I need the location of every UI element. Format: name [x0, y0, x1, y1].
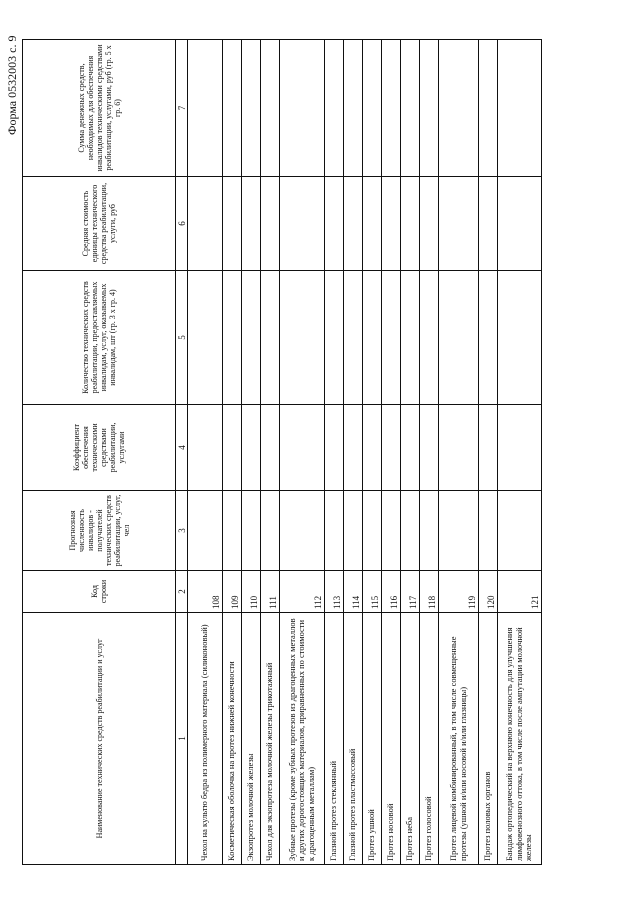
row-name: Протез голосовой — [420, 613, 439, 865]
empty-cell-col6[interactable] — [401, 177, 420, 271]
row-code: 110 — [242, 571, 261, 613]
empty-cell-col6[interactable] — [439, 177, 479, 271]
empty-cell-col4[interactable] — [280, 405, 325, 491]
empty-cell-col7[interactable] — [479, 40, 498, 177]
empty-cell-col7[interactable] — [223, 40, 242, 177]
empty-cell-col5[interactable] — [479, 271, 498, 405]
row-name: Протез ушной — [363, 613, 382, 865]
empty-cell-col7[interactable] — [401, 40, 420, 177]
row-code: 118 — [420, 571, 439, 613]
table-row — [498, 40, 542, 865]
row-code: 109 — [223, 571, 242, 613]
empty-cell-col4[interactable] — [261, 405, 280, 491]
empty-cell-col5[interactable] — [280, 271, 325, 405]
empty-cell-col5[interactable] — [261, 271, 280, 405]
row-name: Чехол для экзопротеза молочной железы трикотажный — [261, 613, 280, 865]
row-name: Экзопротез молочной железы — [242, 613, 261, 865]
empty-cell-col3[interactable] — [188, 491, 223, 571]
empty-cell-col5[interactable] — [439, 271, 479, 405]
row-code: 113 — [325, 571, 344, 613]
row-name: Протез лицевой комбинированный, в том числе совмещенные протезы (ушной и/или носовой и/или глазницы) — [439, 613, 479, 865]
row-name: Глазной протез стеклянный — [325, 613, 344, 865]
empty-cell-col7[interactable] — [498, 40, 542, 177]
row-code: 108 — [188, 571, 223, 613]
row-code: 120 — [479, 571, 498, 613]
table-row — [280, 40, 325, 865]
empty-cell-col7[interactable] — [363, 40, 382, 177]
empty-cell-col7[interactable] — [280, 40, 325, 177]
table-row — [344, 40, 363, 865]
empty-cell-col6[interactable] — [325, 177, 344, 271]
table-row — [363, 40, 382, 865]
empty-cell-col3[interactable] — [382, 491, 401, 571]
empty-cell-col6[interactable] — [420, 177, 439, 271]
row-name: Протез неба — [401, 613, 420, 865]
empty-cell-col6[interactable] — [223, 177, 242, 271]
header-name: Наименование технических средств реабилитации и услуг — [23, 613, 176, 865]
table-row — [223, 40, 242, 865]
empty-cell-col5[interactable] — [223, 271, 242, 405]
empty-cell-col4[interactable] — [363, 405, 382, 491]
empty-cell-col3[interactable] — [261, 491, 280, 571]
empty-cell-col3[interactable] — [401, 491, 420, 571]
header-col3: Прогнозная численность инвалидов - получателей технических средств реабилитации, услуг, чел — [23, 491, 176, 571]
empty-cell-col3[interactable] — [280, 491, 325, 571]
row-code: 117 — [401, 571, 420, 613]
empty-cell-col5[interactable] — [188, 271, 223, 405]
header-col4: Коэффициент обеспечения техническими средствами реабилитации, услугами — [23, 405, 176, 491]
table-row — [401, 40, 420, 865]
table-row — [325, 40, 344, 865]
empty-cell-col4[interactable] — [325, 405, 344, 491]
empty-cell-col4[interactable] — [382, 405, 401, 491]
empty-cell-col7[interactable] — [420, 40, 439, 177]
empty-cell-col3[interactable] — [363, 491, 382, 571]
empty-cell-col6[interactable] — [188, 177, 223, 271]
table-row — [439, 40, 479, 865]
empty-cell-col6[interactable] — [280, 177, 325, 271]
empty-cell-col3[interactable] — [344, 491, 363, 571]
table-row — [382, 40, 401, 865]
row-name: Протез половых органов — [479, 613, 498, 865]
empty-cell-col3[interactable] — [223, 491, 242, 571]
empty-cell-col3[interactable] — [498, 491, 542, 571]
row-code: 114 — [344, 571, 363, 613]
empty-cell-col7[interactable] — [439, 40, 479, 177]
empty-cell-col7[interactable] — [325, 40, 344, 177]
column-number: 1 — [176, 613, 188, 865]
empty-cell-col4[interactable] — [242, 405, 261, 491]
rehab-means-table — [22, 39, 542, 865]
empty-cell-col6[interactable] — [479, 177, 498, 271]
header-code: Код строки — [23, 571, 176, 613]
row-code: 111 — [261, 571, 280, 613]
row-code: 121 — [498, 571, 542, 613]
empty-cell-col3[interactable] — [325, 491, 344, 571]
empty-cell-col7[interactable] — [242, 40, 261, 177]
column-number: 5 — [176, 271, 188, 405]
column-number: 6 — [176, 177, 188, 271]
column-number: 7 — [176, 40, 188, 177]
empty-cell-col6[interactable] — [363, 177, 382, 271]
empty-cell-col3[interactable] — [439, 491, 479, 571]
header-col7: Сумма денежных средств, необходимых для обеспечения инвалидов техническими средствами реабилитации, услугами, руб (гр. 5 x гр. 6) — [23, 40, 176, 177]
empty-cell-col4[interactable] — [223, 405, 242, 491]
empty-cell-col7[interactable] — [382, 40, 401, 177]
empty-cell-col5[interactable] — [344, 271, 363, 405]
empty-cell-col5[interactable] — [498, 271, 542, 405]
empty-cell-col6[interactable] — [242, 177, 261, 271]
empty-cell-col6[interactable] — [344, 177, 363, 271]
empty-cell-col6[interactable] — [261, 177, 280, 271]
table-row — [420, 40, 439, 865]
table-row — [188, 40, 223, 865]
empty-cell-col5[interactable] — [420, 271, 439, 405]
row-code: 119 — [439, 571, 479, 613]
header-col5: Количество технических средств реабилитации, предоставляемых инвалидам, услуг, оказываемых инвалидам, шт (гр. 3 x гр. 4) — [23, 271, 176, 405]
row-code: 112 — [280, 571, 325, 613]
row-code: 116 — [382, 571, 401, 613]
empty-cell-col4[interactable] — [498, 405, 542, 491]
header-col6: Средняя стоимость единицы технического средства реабилитации, услуги, руб — [23, 177, 176, 271]
empty-cell-col3[interactable] — [479, 491, 498, 571]
table-row — [479, 40, 498, 865]
form-label: Форма 0532003 с. 9 — [5, 35, 19, 135]
empty-cell-col7[interactable] — [344, 40, 363, 177]
row-name: Глазной протез пластмассовый — [344, 613, 363, 865]
empty-cell-col4[interactable] — [439, 405, 479, 491]
header-row — [23, 40, 176, 865]
empty-cell-col3[interactable] — [420, 491, 439, 571]
empty-cell-col7[interactable] — [188, 40, 223, 177]
empty-cell-col7[interactable] — [261, 40, 280, 177]
column-number: 2 — [176, 571, 188, 613]
row-name: Чехол на культю бедра из полимерного материала (силиконовый) — [188, 613, 223, 865]
column-number: 3 — [176, 491, 188, 571]
empty-cell-col6[interactable] — [382, 177, 401, 271]
empty-cell-col5[interactable] — [401, 271, 420, 405]
empty-cell-col3[interactable] — [242, 491, 261, 571]
column-number-row — [176, 40, 188, 865]
table-body — [188, 40, 542, 865]
empty-cell-col4[interactable] — [188, 405, 223, 491]
empty-cell-col4[interactable] — [420, 405, 439, 491]
empty-cell-col5[interactable] — [325, 271, 344, 405]
empty-cell-col6[interactable] — [498, 177, 542, 271]
table-row — [261, 40, 280, 865]
empty-cell-col4[interactable] — [344, 405, 363, 491]
empty-cell-col5[interactable] — [242, 271, 261, 405]
row-name: Зубные протезы (кроме зубных протезов из драгоценных металлов и других дорогостоящих материалов, приравненных по стоимости к драгоценным металлам) — [280, 613, 325, 865]
empty-cell-col4[interactable] — [401, 405, 420, 491]
empty-cell-col5[interactable] — [363, 271, 382, 405]
row-code: 115 — [363, 571, 382, 613]
empty-cell-col4[interactable] — [479, 405, 498, 491]
column-number: 4 — [176, 405, 188, 491]
empty-cell-col5[interactable] — [382, 271, 401, 405]
row-name: Протез носовой — [382, 613, 401, 865]
row-name: Косметическая оболочка на протез нижней конечности — [223, 613, 242, 865]
row-name: Бандаж ортопедический на верхнюю конечность для улучшения лимфовенозного оттока, в том числе после ампутации молочной железы — [498, 613, 542, 865]
table-row — [242, 40, 261, 865]
